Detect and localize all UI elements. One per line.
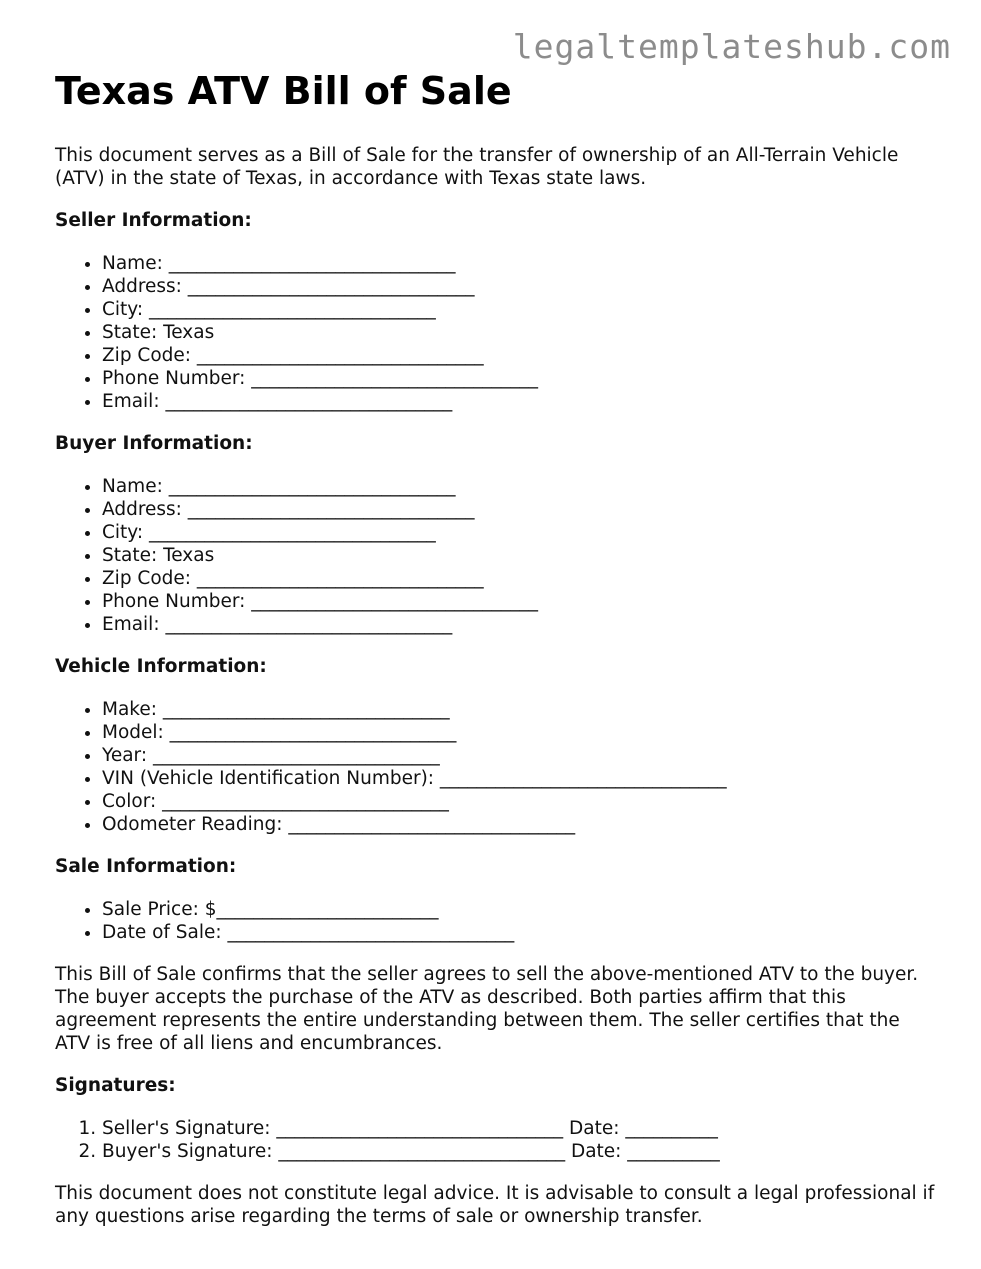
- list-item: • Zip Code: _______________________________: [102, 567, 935, 590]
- list-item: • Email: _______________________________: [102, 390, 935, 413]
- list-item: • Odometer Reading: _______________________________: [102, 813, 935, 836]
- list-item: • Sale Price: $________________________: [102, 898, 935, 921]
- list-item: • Name: _______________________________: [102, 252, 935, 275]
- list-item: • Address: _______________________________: [102, 498, 935, 521]
- list-item: • Email: _______________________________: [102, 613, 935, 636]
- vehicle-list: [55, 698, 935, 836]
- list-item: • Date of Sale: _______________________________: [102, 921, 935, 944]
- list-item: • Phone Number: _______________________________: [102, 590, 935, 613]
- list-item: • VIN (Vehicle Identification Number): _______________________________: [102, 767, 935, 790]
- list-item: • Make: _______________________________: [102, 698, 935, 721]
- list-item: • Phone Number: _______________________________: [102, 367, 935, 390]
- sale-heading: Sale Information:: [55, 855, 237, 877]
- list-item: • Model: _______________________________: [102, 721, 935, 744]
- list-item: • Color: _______________________________: [102, 790, 935, 813]
- confirmation-paragraph: This Bill of Sale confirms that the seller agrees to sell the above-mentioned ATV to the buyer. The buyer accepts the purchase of the ATV as described. Both parties affirm that this agreement represents the entire understanding between them. The seller certifies that the ATV is free of all liens and encumbrances.: [55, 963, 919, 1054]
- watermark: legaltemplateshub.com: [512, 27, 951, 66]
- list-item: 1. Seller's Signature: _______________________________ Date: __________: [102, 1117, 935, 1140]
- list-item: • Name: _______________________________: [102, 475, 935, 498]
- buyer-list: [55, 475, 935, 636]
- document-body: [55, 70, 935, 1228]
- intro-paragraph: This document serves as a Bill of Sale for the transfer of ownership of an All-Terrain Vehicle (ATV) in the state of Texas, in accordance with Texas state laws.: [55, 144, 899, 189]
- signatures-list: [55, 1117, 935, 1163]
- vehicle-heading: Vehicle Information:: [55, 655, 267, 677]
- list-item: 2. Buyer's Signature: _______________________________ Date: __________: [102, 1140, 935, 1163]
- list-item: • Zip Code: _______________________________: [102, 344, 935, 367]
- sale-list: [55, 898, 935, 944]
- buyer-heading: Buyer Information:: [55, 432, 253, 454]
- seller-list: [55, 252, 935, 413]
- signatures-heading: Signatures:: [55, 1074, 176, 1096]
- list-item: • Address: _______________________________: [102, 275, 935, 298]
- list-item: • City: _______________________________: [102, 298, 935, 321]
- page-title: Texas ATV Bill of Sale: [55, 69, 512, 113]
- list-item: • State: Texas: [102, 321, 935, 344]
- seller-heading: Seller Information:: [55, 209, 252, 231]
- list-item: • City: _______________________________: [102, 521, 935, 544]
- list-item: • State: Texas: [102, 544, 935, 567]
- disclaimer-paragraph: This document does not constitute legal advice. It is advisable to consult a legal professional if any questions arise regarding the terms of sale or ownership transfer.: [55, 1182, 935, 1227]
- list-item: • Year: _______________________________: [102, 744, 935, 767]
